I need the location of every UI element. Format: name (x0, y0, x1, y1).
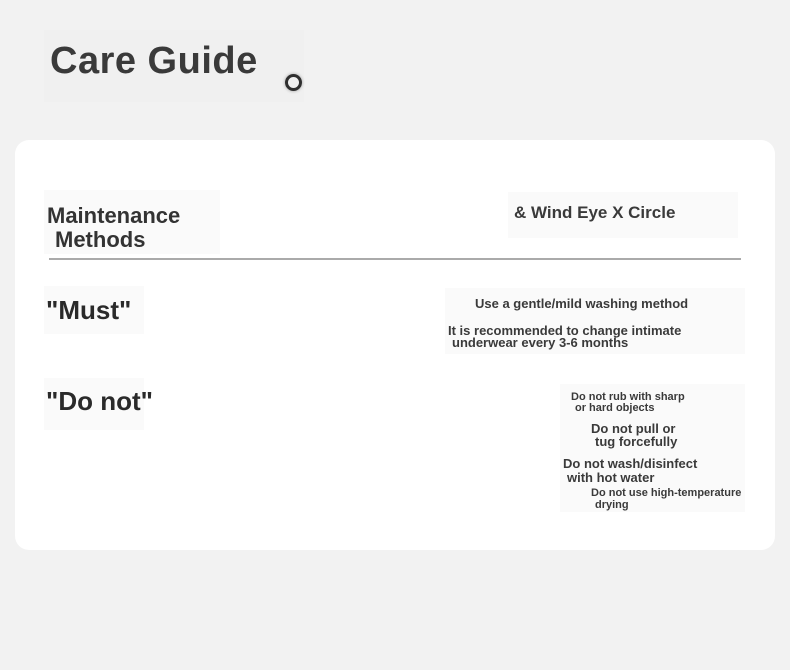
donot-item-2-line2: tug forcefully (595, 434, 678, 449)
section-title-line2: Methods (55, 227, 146, 252)
donot-item-3-line2: with hot water (567, 470, 655, 485)
donot-item-3-line1: Do not wash/disinfect (563, 456, 698, 471)
section-divider (49, 258, 741, 260)
section-title (47, 204, 180, 252)
donot-item-4-line2: drying (595, 499, 629, 511)
must-item-2-line2: underwear every 3-6 months (452, 335, 629, 350)
must-item-1-text: Use a gentle/mild washing method (475, 296, 689, 311)
donot-item-1 (571, 392, 685, 414)
page-title: Care Guide (50, 40, 258, 82)
donot-label: "Do not" (46, 386, 153, 416)
donot-item-2 (591, 422, 677, 448)
donot-item-4 (591, 487, 741, 511)
brand-name: & Wind Eye X Circle (514, 203, 676, 222)
circle-icon (285, 74, 302, 91)
donot-item-1-line2: or hard objects (575, 402, 655, 414)
must-item-2-line1: It is recommended to change intimate (448, 323, 682, 338)
donot-item-4-line1: Do not use high-temperature (591, 487, 742, 499)
donot-item-2-line1: Do not pull or (591, 421, 676, 436)
donot-item-3 (563, 457, 697, 485)
must-item-2 (448, 325, 681, 349)
must-item-1 (475, 296, 688, 311)
must-label: "Must" (46, 295, 132, 325)
donot-item-1-line1: Do not rub with sharp (571, 391, 685, 403)
section-title-line1: Maintenance (47, 203, 181, 228)
